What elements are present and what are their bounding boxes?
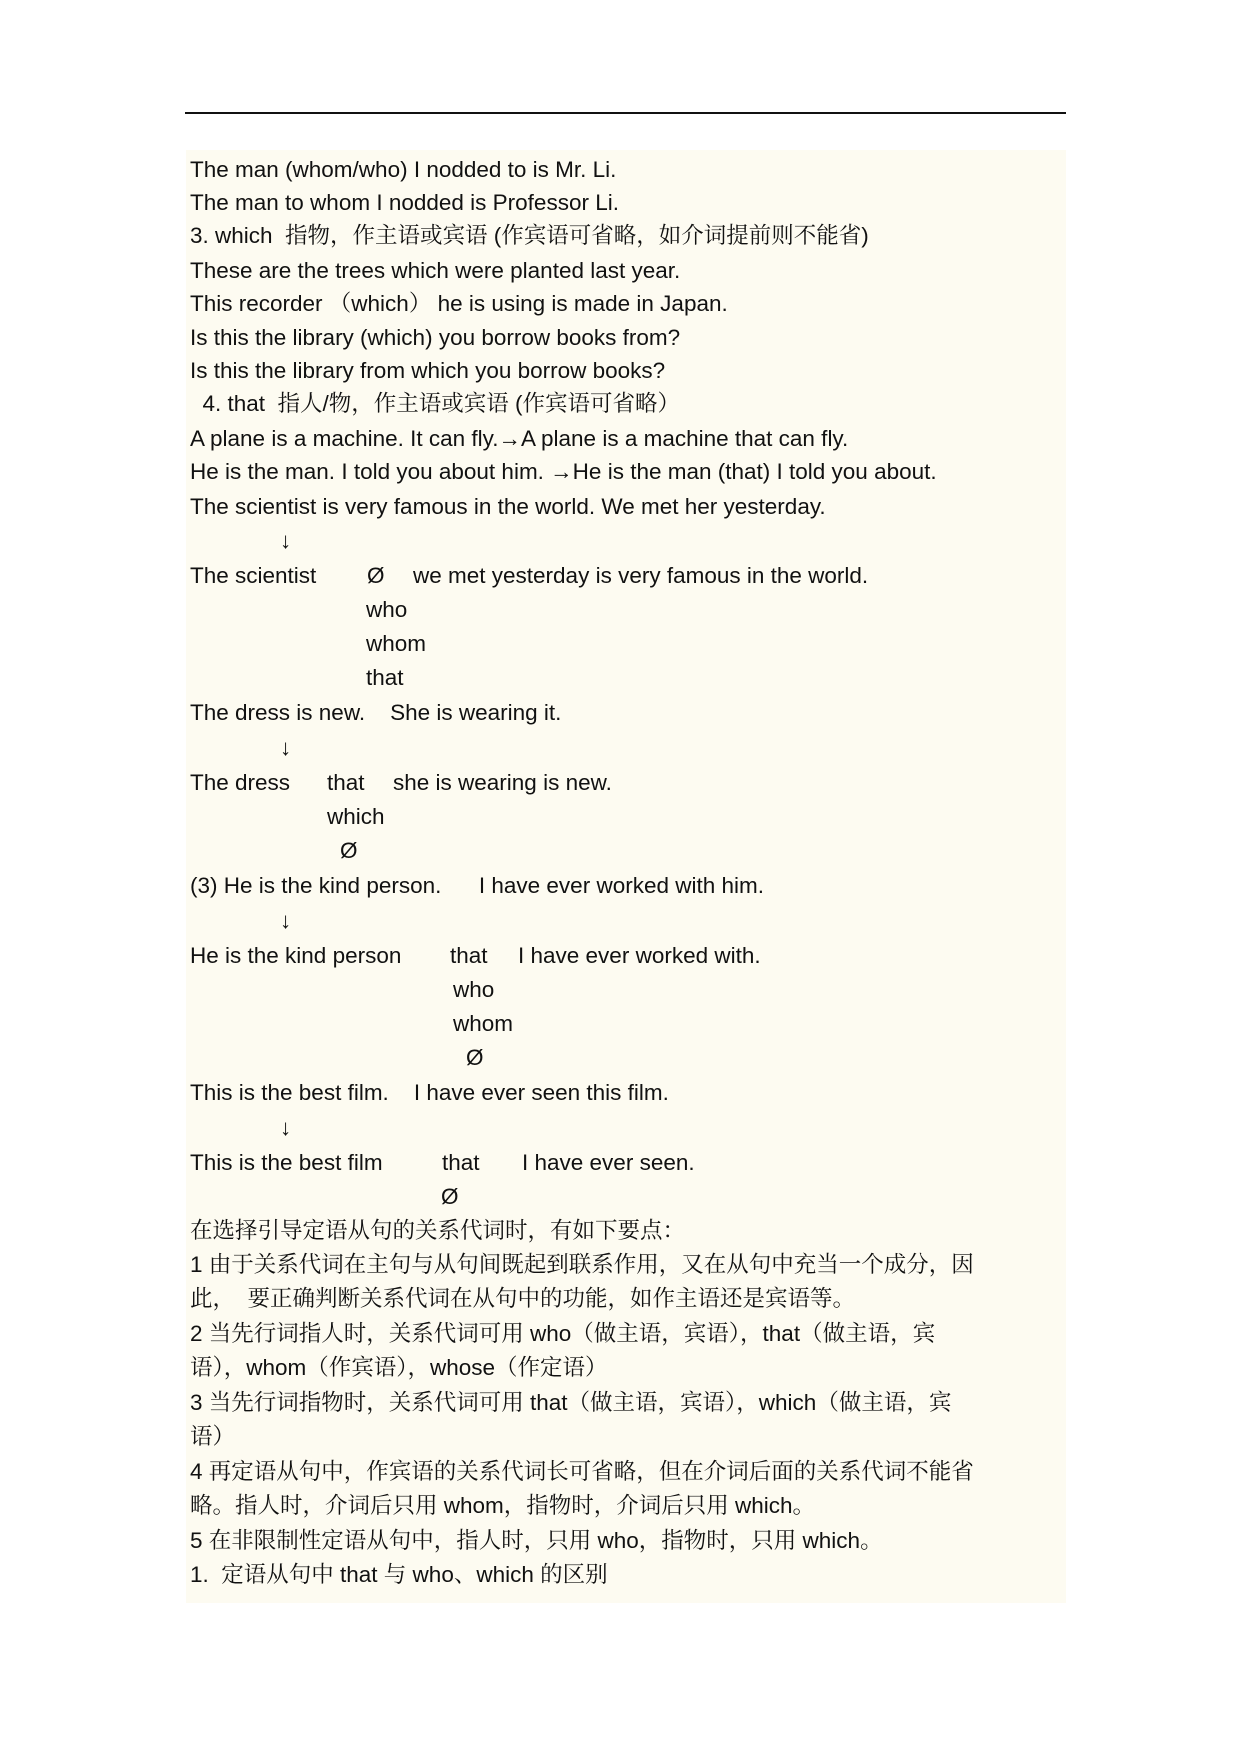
text-line: This is the best film. I have ever seen this film. xyxy=(190,1080,669,1105)
text-line: A plane is a machine. It can fly.→A plane is a machine that can fly. xyxy=(190,426,849,451)
text-line: Is this the library (which) you borrow books from? xyxy=(190,325,681,350)
down-arrow: ↓ xyxy=(280,735,292,760)
text-line: 3 当先行词指物时，关系代词可用 that（做主语，宾语），which（做主语，宾 xyxy=(190,1390,952,1415)
text-fragment: who xyxy=(366,597,408,622)
text-line: 1. 定语从句中 that 与 who、which 的区别 xyxy=(190,1562,608,1587)
text-line: (3) He is the kind person. I have ever worked with him. xyxy=(190,873,764,898)
text-line: 5 在非限制性定语从句中，指人时，只用 who，指物时，只用 which。 xyxy=(190,1528,883,1553)
text-fragment: that xyxy=(366,665,404,690)
text-line: 4. that 指人/物，作主语或宾语 (作宾语可省略） xyxy=(190,391,681,416)
text-fragment: Ø xyxy=(367,563,385,588)
text-line: This recorder （which） he is using is made in Japan. xyxy=(190,291,728,316)
text-line: These are the trees which were planted last year. xyxy=(190,258,681,283)
text-line: 此， 要正确判断关系代词在从句中的功能，如作主语还是宾语等。 xyxy=(190,1286,856,1311)
text-line: 2 当先行词指人时，关系代词可用 who（做主语，宾语），that（做主语，宾 xyxy=(190,1321,936,1346)
text-fragment: whom xyxy=(366,631,427,656)
header-rule xyxy=(185,112,1066,114)
text-fragment: This is the best film xyxy=(190,1150,383,1175)
text-fragment: she is wearing is new. xyxy=(393,770,612,795)
text-fragment: Ø xyxy=(340,838,358,863)
text-line: 语），whom（作宾语），whose（作定语） xyxy=(190,1355,608,1380)
text-fragment: whom xyxy=(453,1011,514,1036)
text-fragment: The scientist xyxy=(190,563,317,588)
text-line: 略。指人时，介词后只用 whom，指物时，介词后只用 which。 xyxy=(190,1493,816,1518)
text-fragment: that xyxy=(327,770,365,795)
text-fragment: which xyxy=(327,804,385,829)
text-line: The dress is new. She is wearing it. xyxy=(190,700,562,725)
text-fragment: Ø xyxy=(466,1045,484,1070)
text-line: The man (whom/who) I nodded to is Mr. Li. xyxy=(190,157,617,182)
text-line: The scientist is very famous in the world. We met her yesterday. xyxy=(190,494,826,519)
text-line: The man to whom I nodded is Professor Li. xyxy=(190,190,619,215)
text-line: Is this the library from which you borrow books? xyxy=(190,358,666,383)
text-fragment: Ø xyxy=(441,1184,459,1209)
text-fragment: I have ever worked with. xyxy=(518,943,761,968)
down-arrow: ↓ xyxy=(280,908,292,933)
text-fragment: that xyxy=(450,943,488,968)
text-fragment: that xyxy=(442,1150,480,1175)
text-line: 语） xyxy=(190,1424,236,1449)
text-fragment: The dress xyxy=(190,770,291,795)
text-line: 4 再定语从句中，作宾语的关系代词长可省略，但在介词后面的关系代词不能省 xyxy=(190,1459,974,1484)
down-arrow: ↓ xyxy=(280,528,292,553)
text-fragment: we met yesterday is very famous in the world. xyxy=(413,563,869,588)
text-line: 3. which 指物，作主语或宾语 (作宾语可省略，如介词提前则不能省) xyxy=(190,223,869,248)
text-fragment: who xyxy=(453,977,495,1002)
text-fragment: I have ever seen. xyxy=(522,1150,695,1175)
down-arrow: ↓ xyxy=(280,1115,292,1140)
text-fragment: He is the kind person xyxy=(190,943,402,968)
text-line: He is the man. I told you about him. →He is the man (that) I told you about. xyxy=(190,459,937,484)
text-line: 在选择引导定语从句的关系代词时，有如下要点： xyxy=(190,1218,686,1243)
text-line: 1 由于关系代词在主句与从句间既起到联系作用，又在从句中充当一个成分，因 xyxy=(190,1252,974,1277)
